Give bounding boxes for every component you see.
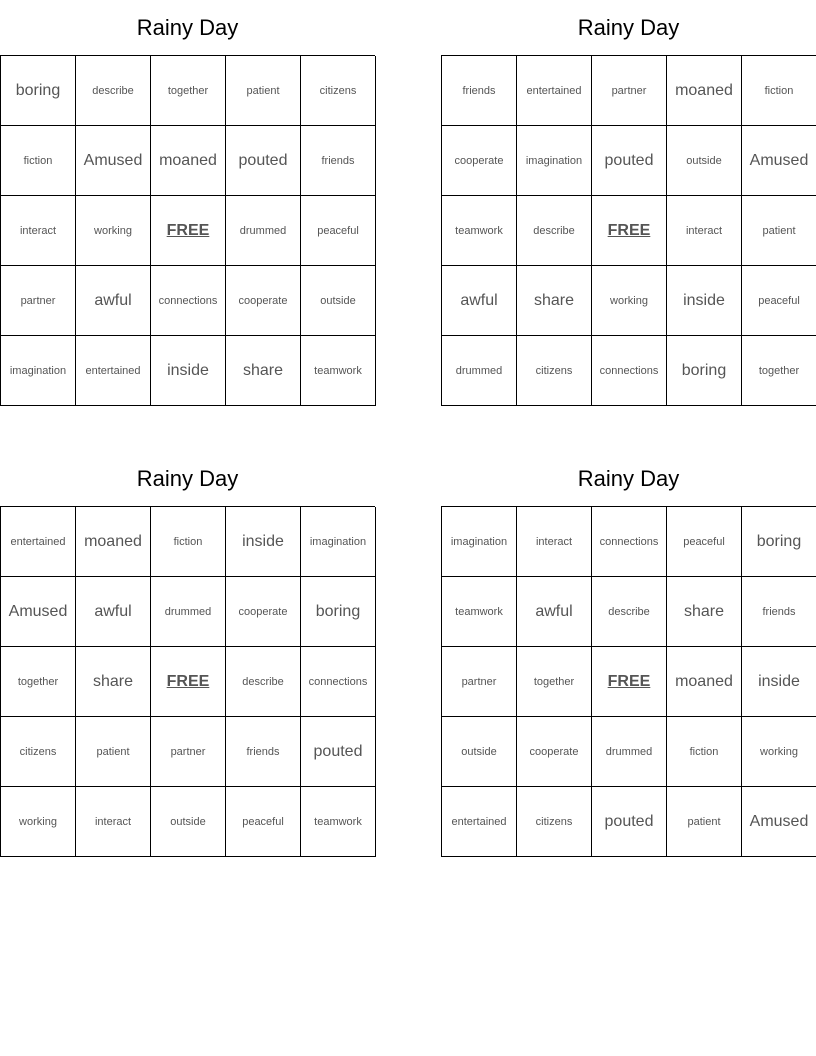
bingo-cell: awful [76, 577, 151, 647]
bingo-cell: Amused [1, 577, 76, 647]
bingo-cell: partner [592, 56, 667, 126]
bingo-cell: inside [742, 647, 816, 717]
bingo-cell: working [76, 196, 151, 266]
bingo-grid [441, 55, 816, 406]
bingo-cell: outside [151, 787, 226, 857]
bingo-cell: awful [517, 577, 592, 647]
bingo-cell: drummed [151, 577, 226, 647]
bingo-cell: patient [742, 196, 816, 266]
bingo-cell: imagination [517, 126, 592, 196]
bingo-cell: interact [76, 787, 151, 857]
bingo-cell: teamwork [442, 196, 517, 266]
bingo-cell: inside [226, 507, 301, 577]
bingo-cell: describe [76, 56, 151, 126]
bingo-cell: connections [301, 647, 376, 717]
bingo-cell: share [517, 266, 592, 336]
bingo-cell: together [151, 56, 226, 126]
bingo-cell: teamwork [442, 577, 517, 647]
bingo-cell: inside [667, 266, 742, 336]
bingo-cell: describe [517, 196, 592, 266]
bingo-cell: cooperate [517, 717, 592, 787]
card-title: Rainy Day [136, 466, 239, 491]
bingo-cell: fiction [742, 56, 816, 126]
bingo-cell: outside [667, 126, 742, 196]
free-space-cell: FREE [592, 196, 667, 266]
bingo-cell: Amused [742, 787, 816, 857]
bingo-cell: together [1, 647, 76, 717]
free-space-cell: FREE [592, 647, 667, 717]
bingo-cell: Amused [742, 126, 816, 196]
free-space-cell: FREE [151, 647, 226, 717]
bingo-cell: teamwork [301, 787, 376, 857]
bingo-cell: pouted [226, 126, 301, 196]
bingo-cell: fiction [151, 507, 226, 577]
bingo-cell: pouted [592, 126, 667, 196]
bingo-cell: outside [442, 717, 517, 787]
bingo-cell: moaned [667, 647, 742, 717]
bingo-cell: patient [667, 787, 742, 857]
bingo-grid [0, 506, 375, 857]
bingo-cell: moaned [667, 56, 742, 126]
bingo-cell: drummed [592, 717, 667, 787]
bingo-cell: interact [517, 507, 592, 577]
bingo-cell: moaned [151, 126, 226, 196]
bingo-cell: peaceful [301, 196, 376, 266]
bingo-cell: share [226, 336, 301, 406]
bingo-cell: share [667, 577, 742, 647]
bingo-cell: teamwork [301, 336, 376, 406]
bingo-cell: friends [301, 126, 376, 196]
bingo-cell: working [592, 266, 667, 336]
card-title: Rainy Day [577, 466, 680, 491]
bingo-cell: imagination [301, 507, 376, 577]
bingo-cell: working [1, 787, 76, 857]
bingo-cell: cooperate [442, 126, 517, 196]
card-title: Rainy Day [136, 15, 239, 40]
bingo-cell: connections [592, 507, 667, 577]
bingo-cell: citizens [1, 717, 76, 787]
bingo-cell: moaned [76, 507, 151, 577]
bingo-grid [0, 55, 375, 406]
bingo-cell: awful [442, 266, 517, 336]
bingo-cell: together [517, 647, 592, 717]
bingo-cell: citizens [517, 336, 592, 406]
bingo-cell: entertained [517, 56, 592, 126]
bingo-cell: boring [301, 577, 376, 647]
bingo-cell: awful [76, 266, 151, 336]
bingo-cell: cooperate [226, 577, 301, 647]
bingo-cell: pouted [592, 787, 667, 857]
bingo-cell: peaceful [226, 787, 301, 857]
bingo-cell: connections [592, 336, 667, 406]
bingo-cell: together [742, 336, 816, 406]
bingo-cell: fiction [667, 717, 742, 787]
bingo-cell: citizens [517, 787, 592, 857]
bingo-cell: entertained [1, 507, 76, 577]
card-title: Rainy Day [577, 15, 680, 40]
bingo-card-3 [0, 451, 375, 857]
bingo-cell: friends [742, 577, 816, 647]
bingo-cell: outside [301, 266, 376, 336]
bingo-cell: partner [1, 266, 76, 336]
bingo-cell: patient [76, 717, 151, 787]
bingo-cell: citizens [301, 56, 376, 126]
bingo-cell: connections [151, 266, 226, 336]
bingo-cell: entertained [442, 787, 517, 857]
bingo-cell: friends [442, 56, 517, 126]
bingo-cell: inside [151, 336, 226, 406]
bingo-cell: drummed [226, 196, 301, 266]
bingo-cell: describe [226, 647, 301, 717]
bingo-cell: imagination [1, 336, 76, 406]
bingo-cell: patient [226, 56, 301, 126]
bingo-cell: Amused [76, 126, 151, 196]
bingo-cell: boring [667, 336, 742, 406]
bingo-cell: pouted [301, 717, 376, 787]
bingo-cell: imagination [442, 507, 517, 577]
bingo-cell: working [742, 717, 816, 787]
free-space-cell: FREE [151, 196, 226, 266]
bingo-grid [441, 506, 816, 857]
bingo-cell: friends [226, 717, 301, 787]
bingo-cell: entertained [76, 336, 151, 406]
bingo-cell: fiction [1, 126, 76, 196]
bingo-cell: drummed [442, 336, 517, 406]
bingo-cell: peaceful [667, 507, 742, 577]
bingo-card-2 [441, 0, 816, 406]
bingo-cell: share [76, 647, 151, 717]
bingo-cell: describe [592, 577, 667, 647]
bingo-card-1 [0, 0, 375, 406]
bingo-cell: cooperate [226, 266, 301, 336]
bingo-cell: partner [151, 717, 226, 787]
bingo-cell: partner [442, 647, 517, 717]
bingo-cell: peaceful [742, 266, 816, 336]
bingo-cell: boring [742, 507, 816, 577]
bingo-cell: boring [1, 56, 76, 126]
bingo-card-4 [441, 451, 816, 857]
bingo-cell: interact [1, 196, 76, 266]
bingo-cell: interact [667, 196, 742, 266]
